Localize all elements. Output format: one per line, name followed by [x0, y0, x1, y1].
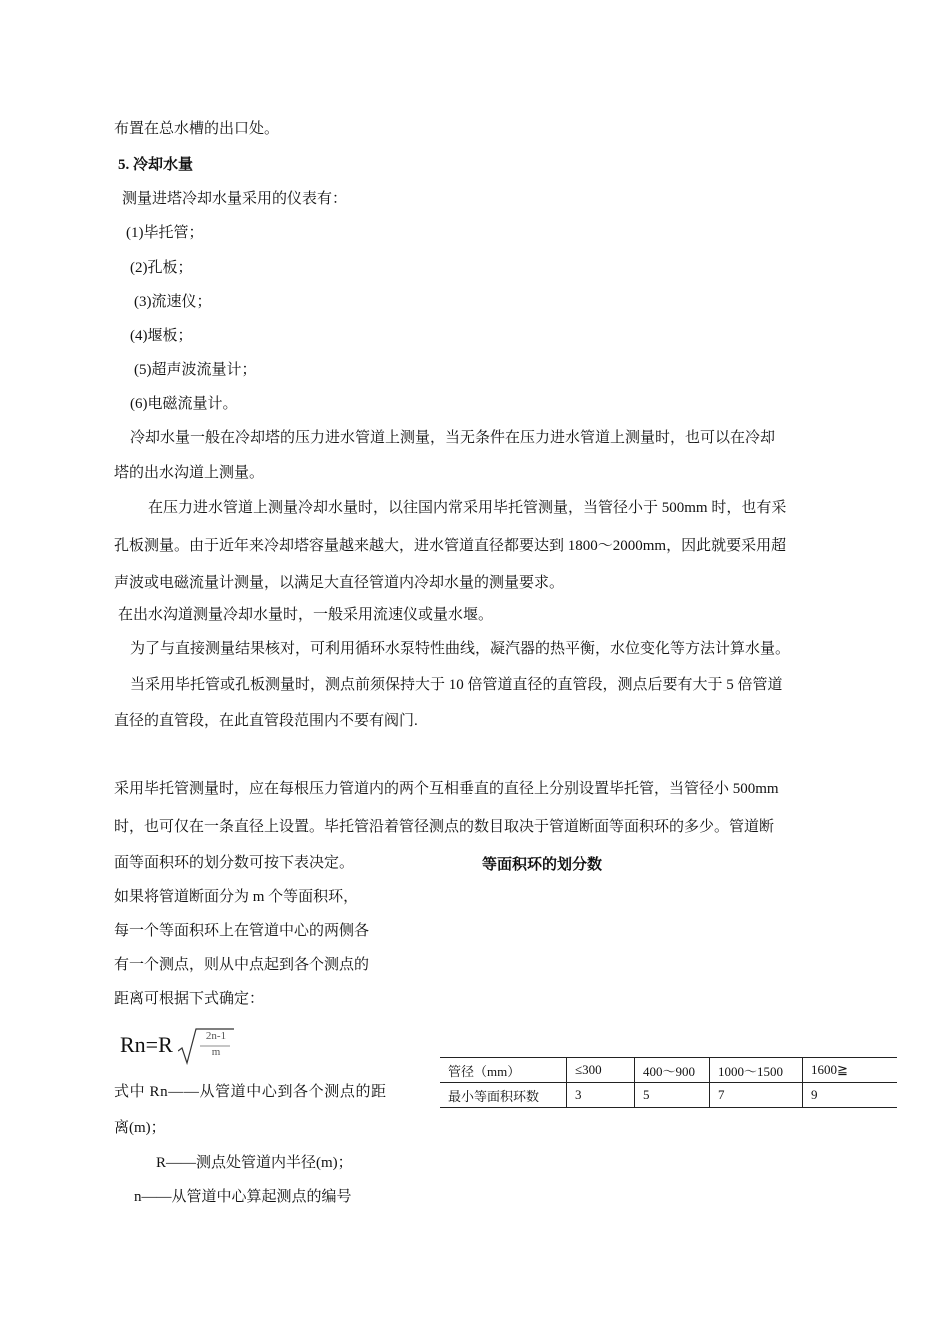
ring-count-table [440, 1057, 897, 1108]
list-item: (6)电磁流量计。 [130, 396, 238, 412]
list-item: (1)毕托管； [126, 225, 204, 241]
list-item: (2)孔板； [130, 260, 193, 276]
body-line: n——从管道中心算起测点的编号 [134, 1189, 352, 1205]
formula-numerator: 2n-1 [205, 1030, 227, 1042]
table-cell: 1000～1500 [710, 1058, 803, 1083]
body-line: 距离可根据下式确定： [114, 991, 265, 1007]
body-line: 每一个等面积环上在管道中心的两侧各 [114, 923, 370, 939]
table-cell: 1600≧ [803, 1058, 898, 1083]
table-title: 等面积环的划分数 [482, 857, 603, 873]
formula-denominator: m [211, 1046, 221, 1058]
section-heading: 5. 冷却水量 [118, 157, 194, 173]
formula-lhs: Rn=R [120, 1032, 173, 1057]
body-line: 在压力进水管道上测量冷却水量时，以往国内常采用毕托管测量，当管径小于 500mm 时，也有采 [148, 500, 787, 516]
table-cell: ≤300 [567, 1058, 635, 1083]
table-row [440, 1083, 897, 1108]
body-line: 当采用毕托管或孔板测量时，测点前须保持大于 10 倍管道直径的直管段，测点后要有大于 5 倍管道 [130, 677, 783, 693]
body-line: 有一个测点，则从中点起到各个测点的 [114, 957, 370, 973]
body-line: 测量进塔冷却水量采用的仪表有： [122, 191, 348, 207]
table-cell: 最小等面积环数 [440, 1083, 567, 1108]
body-line: 冷却水量一般在冷却塔的压力进水管道上测量，当无条件在压力进水管道上测量时，也可以在冷却 [130, 430, 776, 446]
body-line: 在出水沟道测量冷却水量时，一般采用流速仪或量水堰。 [118, 607, 494, 623]
body-line: 采用毕托管测量时，应在每根压力管道内的两个互相垂直的直径上分别设置毕托管，当管径小 500mm [114, 781, 779, 797]
list-item: (3)流速仪； [134, 294, 212, 310]
table-cell: 5 [635, 1083, 710, 1108]
body-line: 声波或电磁流量计测量，以满足大直径管道内冷却水量的测量要求。 [114, 575, 565, 591]
table-cell: 400～900 [635, 1058, 710, 1083]
table-row [440, 1058, 897, 1083]
body-line: 直径的直管段，在此直管段范围内不要有阀门. [114, 713, 418, 729]
table-cell: 3 [567, 1083, 635, 1108]
body-line: 塔的出水沟道上测量。 [114, 465, 265, 481]
table-cell: 9 [803, 1083, 898, 1108]
list-item: (5)超声波流量计； [134, 362, 257, 378]
body-line: 如果将管道断面分为 m 个等面积环， [114, 889, 359, 905]
body-line: 面等面积环的划分数可按下表决定。 [114, 855, 355, 871]
table-cell: 7 [710, 1083, 803, 1108]
table-cell: 管径（mm） [440, 1058, 567, 1083]
body-line: 离(m)； [114, 1120, 166, 1136]
body-line: 为了与直接测量结果核对，可利用循环水泵特性曲线，凝汽器的热平衡，水位变化等方法计算水量。 [130, 641, 791, 657]
body-line: 布置在总水槽的出口处。 [114, 121, 280, 137]
body-line: 时，也可仅在一条直径上设置。毕托管沿着管径测点的数目取决于管道断面等面积环的多少。管道断 [114, 819, 775, 835]
body-line: 式中 Rn——从管道中心到各个测点的距 [114, 1084, 387, 1100]
list-item: (4)堰板； [130, 328, 193, 344]
body-line: 孔板测量。由于近年来冷却塔容量越来越大，进水管道直径都要达到 1800～2000mm，因此就要采用超 [114, 538, 787, 554]
formula [120, 1027, 240, 1067]
body-line: R——测点处管道内半径(m)； [156, 1155, 353, 1171]
